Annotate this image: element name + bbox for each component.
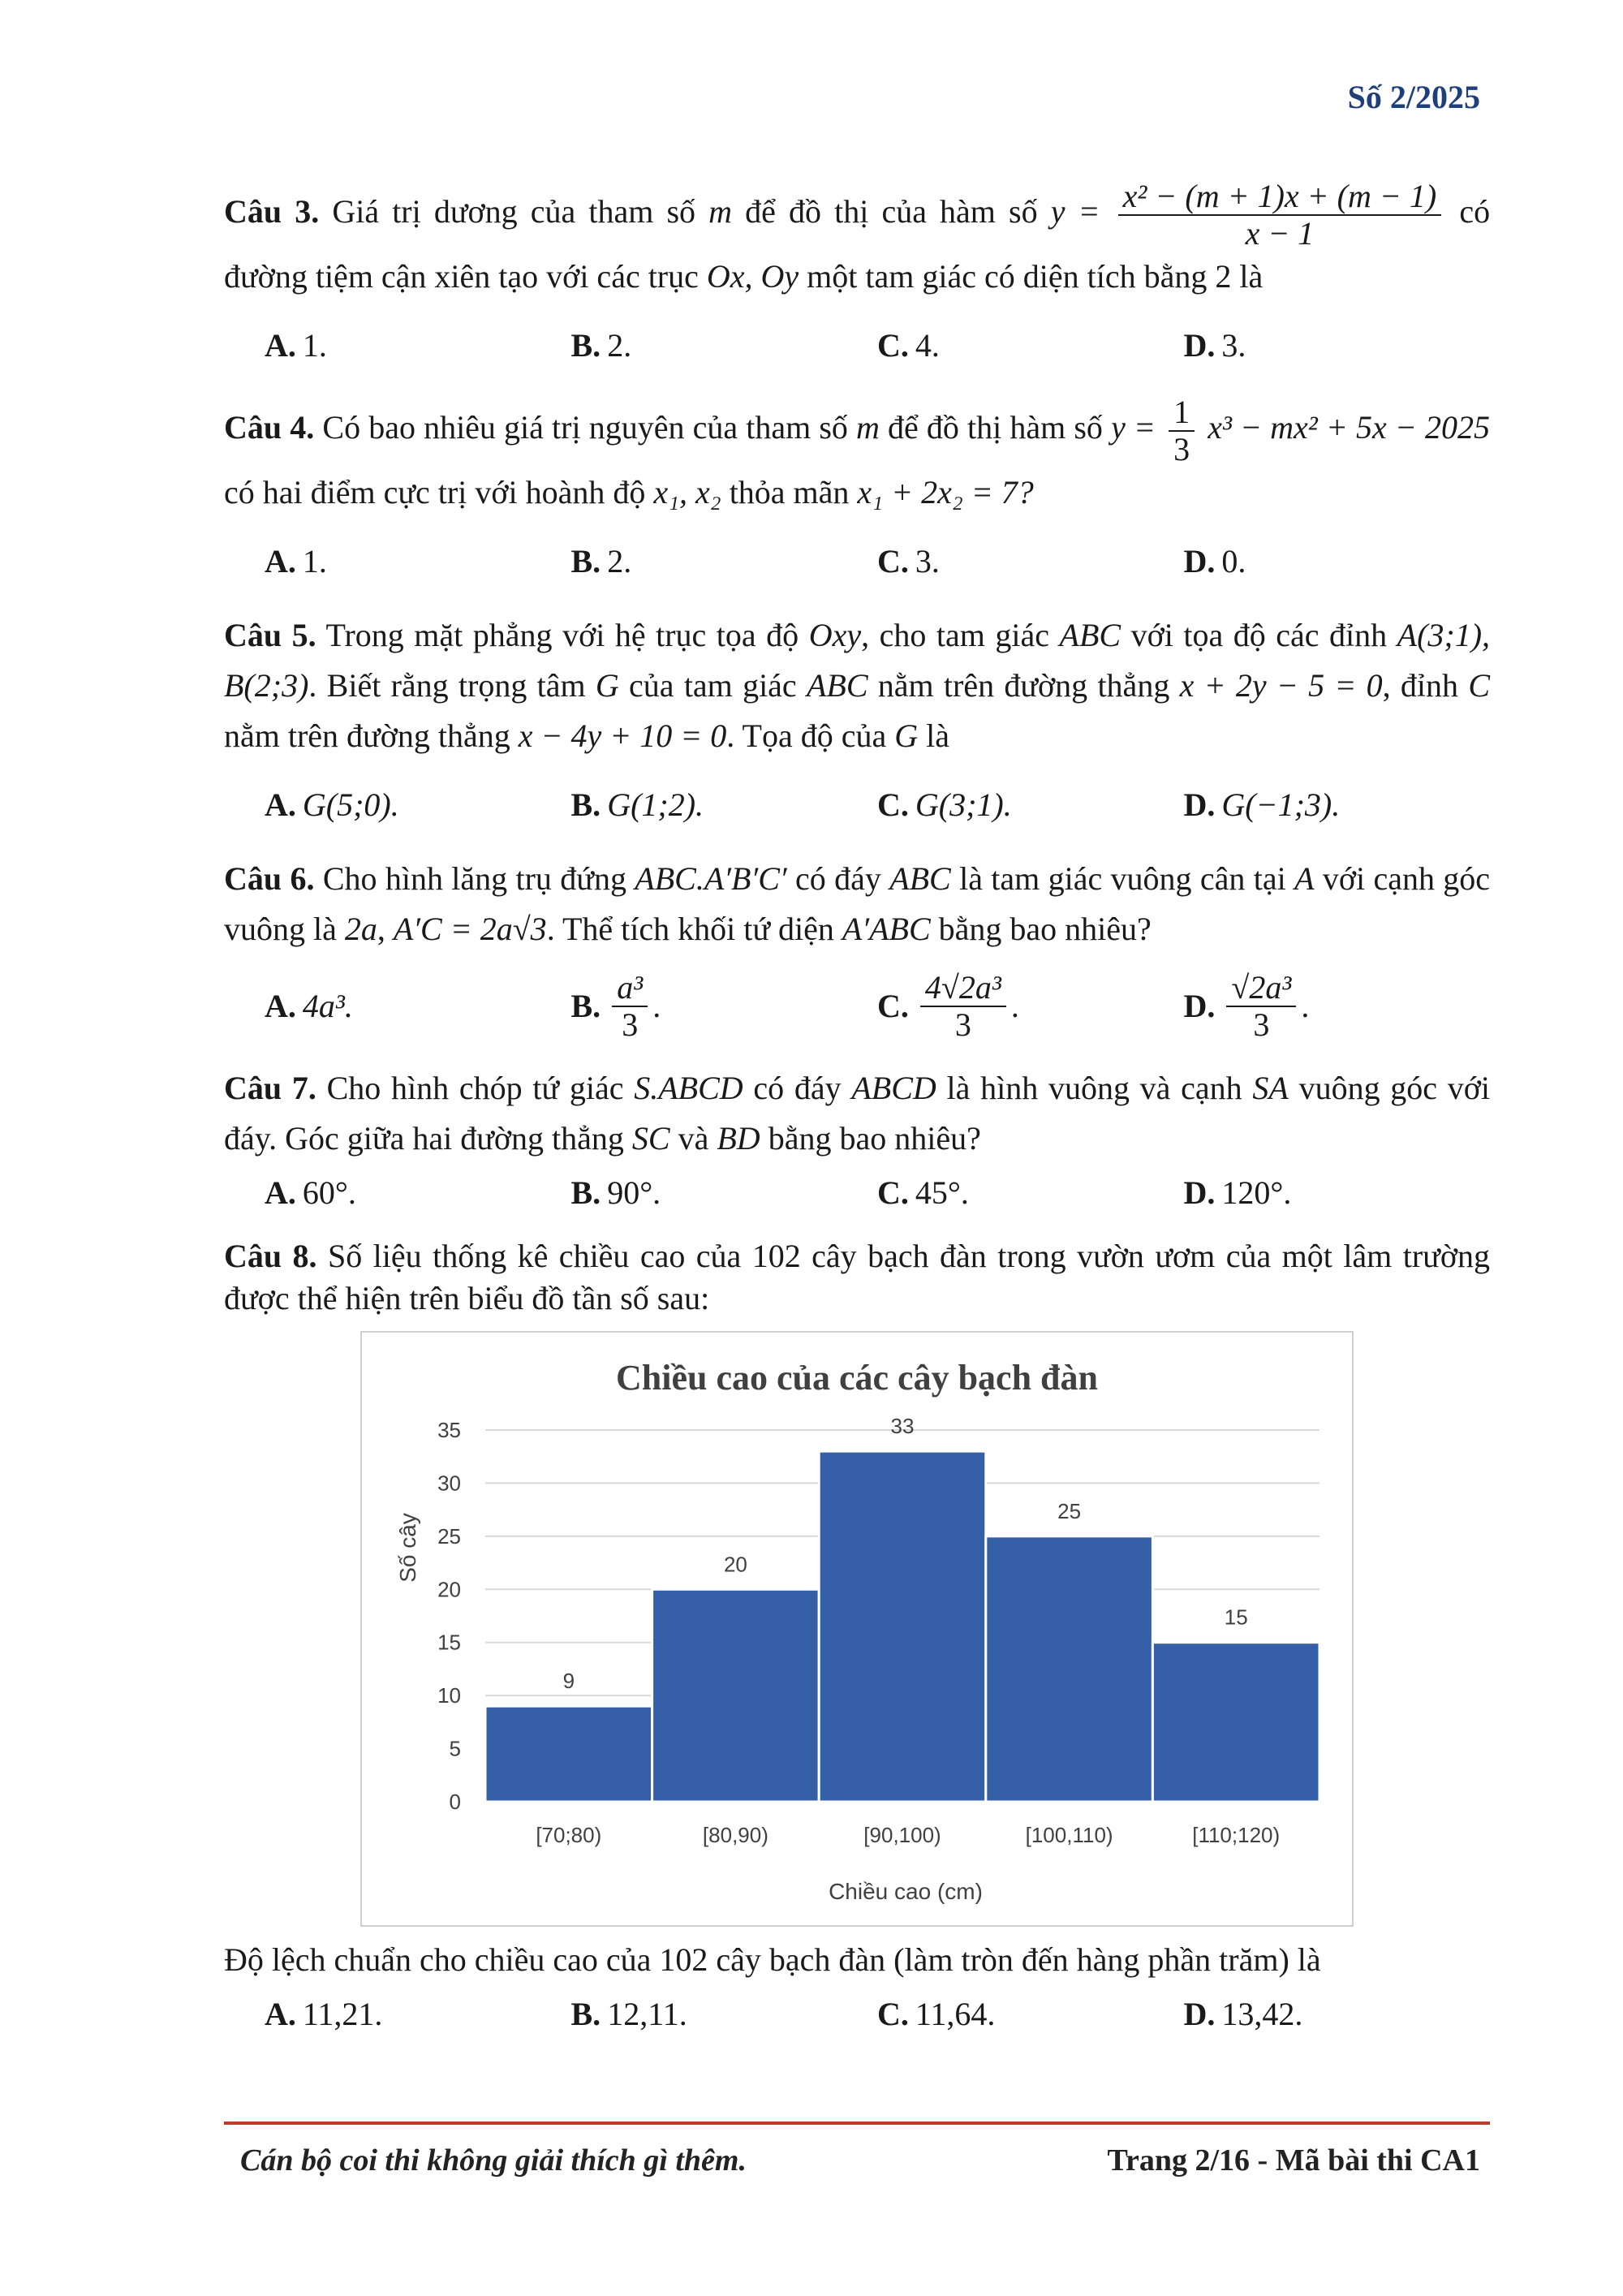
- q4-frac-num: 1: [1169, 394, 1195, 432]
- q3-text-b: để đồ thị của hàm số: [745, 193, 1038, 230]
- option-value: G(1;2).: [607, 786, 704, 823]
- option-label: C.: [877, 327, 909, 364]
- option-label: A.: [265, 1174, 296, 1211]
- q7-option-b[interactable]: [571, 1168, 878, 1218]
- histogram-bar: [1152, 1643, 1319, 1802]
- question-8: [224, 1235, 1490, 1320]
- x-tick-label: [110;120): [1192, 1823, 1281, 1847]
- chart-svg: [362, 1333, 1352, 1925]
- questions-area: [224, 179, 1490, 2057]
- option-value: 3.: [1221, 327, 1246, 364]
- q5-text-d: . Biết rằng trọng tâm: [308, 667, 586, 704]
- q5-line2: x − 4y + 10 = 0: [518, 717, 727, 754]
- q3-option-a[interactable]: [265, 321, 571, 371]
- option-value: 11,21.: [302, 1996, 383, 2032]
- option-value: 0.: [1221, 543, 1246, 579]
- y-axis-label: Số cây: [395, 1513, 420, 1583]
- bar-data-label: 9: [562, 1669, 575, 1694]
- option-value: 13,42.: [1221, 1996, 1303, 2032]
- q5-text-b: , cho tam giác: [861, 617, 1049, 653]
- q6-tetrahedron: A′ABC: [842, 911, 931, 947]
- q4-fraction: [1169, 394, 1195, 467]
- q6-option-c[interactable]: [877, 970, 1184, 1043]
- bars-layer: [485, 1451, 1319, 1802]
- option-dot: .: [1010, 988, 1019, 1024]
- q5-line1: x + 2y − 5 = 0: [1179, 667, 1383, 704]
- q6-prism: ABC.A′B′C′: [635, 860, 787, 897]
- option-value: 11,64.: [915, 1996, 996, 2032]
- q6-c-frac: [920, 970, 1006, 1043]
- option-value: G(3;1).: [915, 786, 1012, 823]
- option-label: C.: [877, 543, 909, 579]
- q7-option-a[interactable]: [265, 1168, 571, 1218]
- option-value: 12,11.: [607, 1996, 687, 2032]
- bar-data-label: 33: [890, 1414, 915, 1439]
- q3-axes: Ox, Oy: [706, 258, 799, 295]
- q4-frac-den: 3: [1173, 431, 1190, 467]
- question-3: [224, 179, 1490, 302]
- option-label: A.: [265, 327, 296, 364]
- x-tick-label: [90,100): [863, 1823, 941, 1847]
- option-value: 4.: [915, 327, 940, 364]
- q3-option-c[interactable]: [877, 321, 1184, 371]
- option-label: D.: [1183, 543, 1216, 579]
- q4-label: Câu 4.: [224, 409, 315, 446]
- q5-text-f: nằm trên đường thẳng: [877, 667, 1170, 704]
- option-label: A.: [265, 1996, 296, 2032]
- y-tick-label: 10: [437, 1683, 461, 1708]
- q7-option-d[interactable]: [1184, 1168, 1491, 1218]
- q7-pyramid: S.ABCD: [634, 1070, 743, 1106]
- q4-options: [265, 529, 1490, 594]
- frac-num: √2a³: [1226, 970, 1296, 1007]
- question-7: [224, 1063, 1490, 1164]
- q5-text-h: nằm trên đường thẳng: [224, 717, 510, 754]
- q3-option-b[interactable]: [571, 321, 878, 371]
- y-tick-label: 25: [437, 1523, 461, 1549]
- q4-condition: x₁ + 2x₂ = 7?: [857, 474, 1034, 510]
- q6-ac: A′C = 2a√3: [393, 911, 547, 947]
- option-value: 60°.: [302, 1174, 356, 1211]
- q4-y-eq: y =: [1111, 409, 1156, 446]
- option-value: G(−1;3).: [1221, 786, 1341, 823]
- option-dot: .: [1301, 988, 1310, 1024]
- option-dot: .: [652, 988, 661, 1024]
- q4-option-b[interactable]: [571, 536, 878, 587]
- q5-c: C: [1468, 667, 1491, 704]
- q5-oxy: Oxy: [808, 617, 862, 653]
- frac-den: 3: [1253, 1006, 1270, 1043]
- footer-page-info: Trang 2/16 - Mã bài thi CA1: [1107, 2143, 1480, 2178]
- q5-text-i: . Tọa độ của: [726, 717, 887, 754]
- option-label: B.: [570, 1174, 601, 1211]
- q6-option-d[interactable]: [1184, 970, 1491, 1043]
- histogram-bar: [485, 1706, 652, 1802]
- q6-text-f: . Thể tích khối tứ diện: [546, 911, 834, 947]
- q8-option-b[interactable]: [571, 1989, 878, 2040]
- q4-text-b: để đồ thị hàm số: [888, 409, 1103, 446]
- q6-text-c: là tam giác vuông cân tại: [959, 860, 1286, 897]
- option-value: 90°.: [607, 1174, 661, 1211]
- q6-abc: ABC: [889, 860, 951, 897]
- q5-abc: ABC: [1059, 617, 1121, 653]
- option-value: 3.: [915, 543, 940, 579]
- issue-number: Số 2/2025: [1347, 79, 1480, 115]
- q8-option-a[interactable]: [265, 1989, 571, 2040]
- option-label: B.: [570, 988, 601, 1024]
- option-value: 1.: [302, 327, 327, 364]
- option-label: C.: [877, 1174, 909, 1211]
- q3-text-c: có đường tiệm cận xiên tạo với các trục: [224, 193, 1491, 295]
- option-value: 2.: [607, 327, 632, 364]
- q5-text-a: Trong mặt phẳng với hệ trục tọa độ: [325, 617, 799, 653]
- q6-text-b: có đáy: [794, 860, 881, 897]
- q3-options: [265, 313, 1490, 378]
- q5-option-d[interactable]: [1184, 780, 1491, 830]
- q3-param: m: [708, 193, 733, 230]
- q7-text-e: và: [678, 1120, 709, 1157]
- option-value: 45°.: [915, 1174, 969, 1211]
- question-4: [224, 394, 1490, 518]
- frac-num: 4√2a³: [920, 970, 1006, 1007]
- q7-sa: SA: [1252, 1070, 1289, 1106]
- bar-data-label: 15: [1224, 1605, 1248, 1630]
- q3-text-a: Giá trị dương của tham số: [332, 193, 696, 230]
- q6-text-e: ,: [377, 911, 385, 947]
- q6-text-g: bằng bao nhiêu?: [938, 911, 1152, 947]
- q4-polynomial: x³ − mx² + 5x − 2025: [1208, 409, 1491, 446]
- q4-option-a[interactable]: [265, 536, 571, 587]
- q4-option-d[interactable]: [1184, 536, 1491, 587]
- question-5: [224, 610, 1490, 761]
- option-label: C.: [877, 786, 909, 823]
- option-label: A.: [265, 543, 296, 579]
- y-tick-label: 20: [437, 1577, 461, 1602]
- bar-data-label: 25: [1057, 1498, 1082, 1523]
- option-label: A.: [265, 988, 296, 1024]
- q6-leg: 2a: [344, 911, 377, 947]
- q7-text-a: Cho hình chóp tứ giác: [326, 1070, 624, 1106]
- q3-label: Câu 3.: [224, 193, 320, 230]
- q5-option-c[interactable]: [877, 780, 1184, 830]
- q6-d-frac: [1226, 970, 1296, 1043]
- q5-text-g: , đỉnh: [1382, 667, 1459, 704]
- y-tick-label: 15: [437, 1630, 461, 1655]
- q8-text2: Độ lệch chuẩn cho chiều cao của 102 cây bạch đàn (làm tròn đến hàng phần trăm) là: [224, 1941, 1321, 1978]
- option-label: C.: [877, 988, 909, 1024]
- q8-label: Câu 8.: [224, 1238, 317, 1274]
- q3-denominator: x − 1: [1245, 215, 1315, 252]
- q5-abc2: ABC: [806, 667, 868, 704]
- q7-text-f: bằng bao nhiêu?: [768, 1120, 981, 1157]
- q5-options: [265, 773, 1490, 838]
- question-6: [224, 854, 1490, 954]
- option-label: D.: [1183, 327, 1216, 364]
- x-tick-label: [100,110): [1025, 1823, 1113, 1847]
- histogram-bar: [652, 1589, 820, 1802]
- q5-option-b[interactable]: [571, 780, 878, 830]
- option-value: 120°.: [1221, 1174, 1292, 1211]
- option-value: 2.: [607, 543, 632, 579]
- footer-divider: [224, 2122, 1490, 2125]
- x-tick-label: [70;80): [536, 1823, 602, 1847]
- q4-param: m: [856, 409, 880, 446]
- bar-data-label: 20: [723, 1552, 747, 1577]
- q6-option-b[interactable]: [571, 970, 878, 1043]
- q7-label: Câu 7.: [224, 1070, 316, 1106]
- option-label: D.: [1183, 786, 1216, 823]
- q5-points: A(3;1), B(2;3): [224, 617, 1491, 704]
- histogram-chart: [360, 1331, 1354, 1927]
- option-label: A.: [265, 786, 296, 823]
- chart-title: Chiều cao của các cây bạch đàn: [616, 1358, 1098, 1398]
- q7-sc: SC: [631, 1120, 670, 1157]
- frac-den: 3: [954, 1006, 971, 1043]
- y-tick-label: 5: [449, 1736, 461, 1761]
- option-label: D.: [1183, 988, 1216, 1024]
- option-label: D.: [1183, 1996, 1216, 2032]
- option-label: B.: [570, 327, 601, 364]
- x-axis-label: Chiều cao (cm): [829, 1879, 983, 1904]
- q5-label: Câu 5.: [224, 617, 316, 653]
- q7-option-c[interactable]: [877, 1168, 1184, 1218]
- x-tick-label: [80,90): [702, 1823, 768, 1847]
- y-tick-label: 0: [449, 1790, 461, 1814]
- option-label: B.: [570, 786, 601, 823]
- q3-text-d: một tam giác có diện tích bằng 2 là: [807, 258, 1264, 295]
- q5-g2: G: [894, 717, 919, 754]
- q3-numerator: x² − (m + 1)x + (m − 1): [1118, 179, 1442, 216]
- y-tick-label: 30: [437, 1471, 461, 1496]
- option-label: B.: [570, 543, 601, 579]
- q8-option-d[interactable]: [1184, 1989, 1491, 2040]
- q3-fraction: [1118, 179, 1442, 252]
- q3-option-d[interactable]: [1184, 321, 1491, 371]
- option-label: D.: [1183, 1174, 1216, 1211]
- option-label: C.: [877, 1996, 909, 2032]
- q6-label: Câu 6.: [224, 860, 315, 897]
- q3-y-eq: y =: [1050, 193, 1100, 230]
- q6-text-a: Cho hình lăng trụ đứng: [322, 860, 626, 897]
- q4-text-d: thỏa mãn: [729, 474, 850, 510]
- frac-den: 3: [622, 1006, 639, 1043]
- q7-text-c: là hình vuông và cạnh: [946, 1070, 1242, 1106]
- q4-option-c[interactable]: [877, 536, 1184, 587]
- q6-a: A: [1294, 860, 1315, 897]
- option-value: G(5;0).: [302, 786, 399, 823]
- q7-text-b: có đáy: [753, 1070, 842, 1106]
- q7-options: [265, 1167, 1490, 1219]
- q5-g: G: [595, 667, 619, 704]
- q8-options: [265, 1988, 1490, 2040]
- option-value: 4a³.: [302, 988, 353, 1024]
- q8-text: Số liệu thống kê chiều cao của 102 cây bạch đàn trong vườn ươm của một lâm trường được thể hiện trên biểu đồ tần số sau:: [224, 1238, 1490, 1316]
- q5-text-e: của tam giác: [629, 667, 797, 704]
- q5-text-j: là: [926, 717, 949, 754]
- histogram-bar: [986, 1536, 1153, 1802]
- q4-x12: x₁, x₂: [653, 474, 721, 510]
- q5-option-a[interactable]: [265, 780, 571, 830]
- y-tick-label: 35: [437, 1418, 461, 1442]
- frac-num: a³: [612, 970, 648, 1007]
- question-8-prompt: [224, 1935, 1490, 1985]
- q6-options: [265, 966, 1490, 1047]
- q5-text-c: với tọa độ các đỉnh: [1130, 617, 1388, 653]
- q6-text-d: với cạnh góc vuông là: [224, 860, 1491, 947]
- option-value: 1.: [302, 543, 327, 579]
- q7-text-d: vuông góc với đáy. Góc giữa hai đường thẳng: [224, 1070, 1491, 1157]
- q4-text-c: có hai điểm cực trị với hoành độ: [224, 474, 646, 510]
- q7-bd: BD: [717, 1120, 760, 1157]
- q6-b-frac: [612, 970, 648, 1043]
- q6-option-a[interactable]: [265, 981, 571, 1032]
- histogram-bar: [819, 1451, 986, 1802]
- q4-text-a: Có bao nhiêu giá trị nguyên của tham số: [322, 409, 848, 446]
- footer-note: Cán bộ coi thi không giải thích gì thêm.: [240, 2143, 747, 2178]
- q7-abcd: ABCD: [851, 1070, 936, 1106]
- option-label: B.: [570, 1996, 601, 2032]
- q8-option-c[interactable]: [877, 1989, 1184, 2040]
